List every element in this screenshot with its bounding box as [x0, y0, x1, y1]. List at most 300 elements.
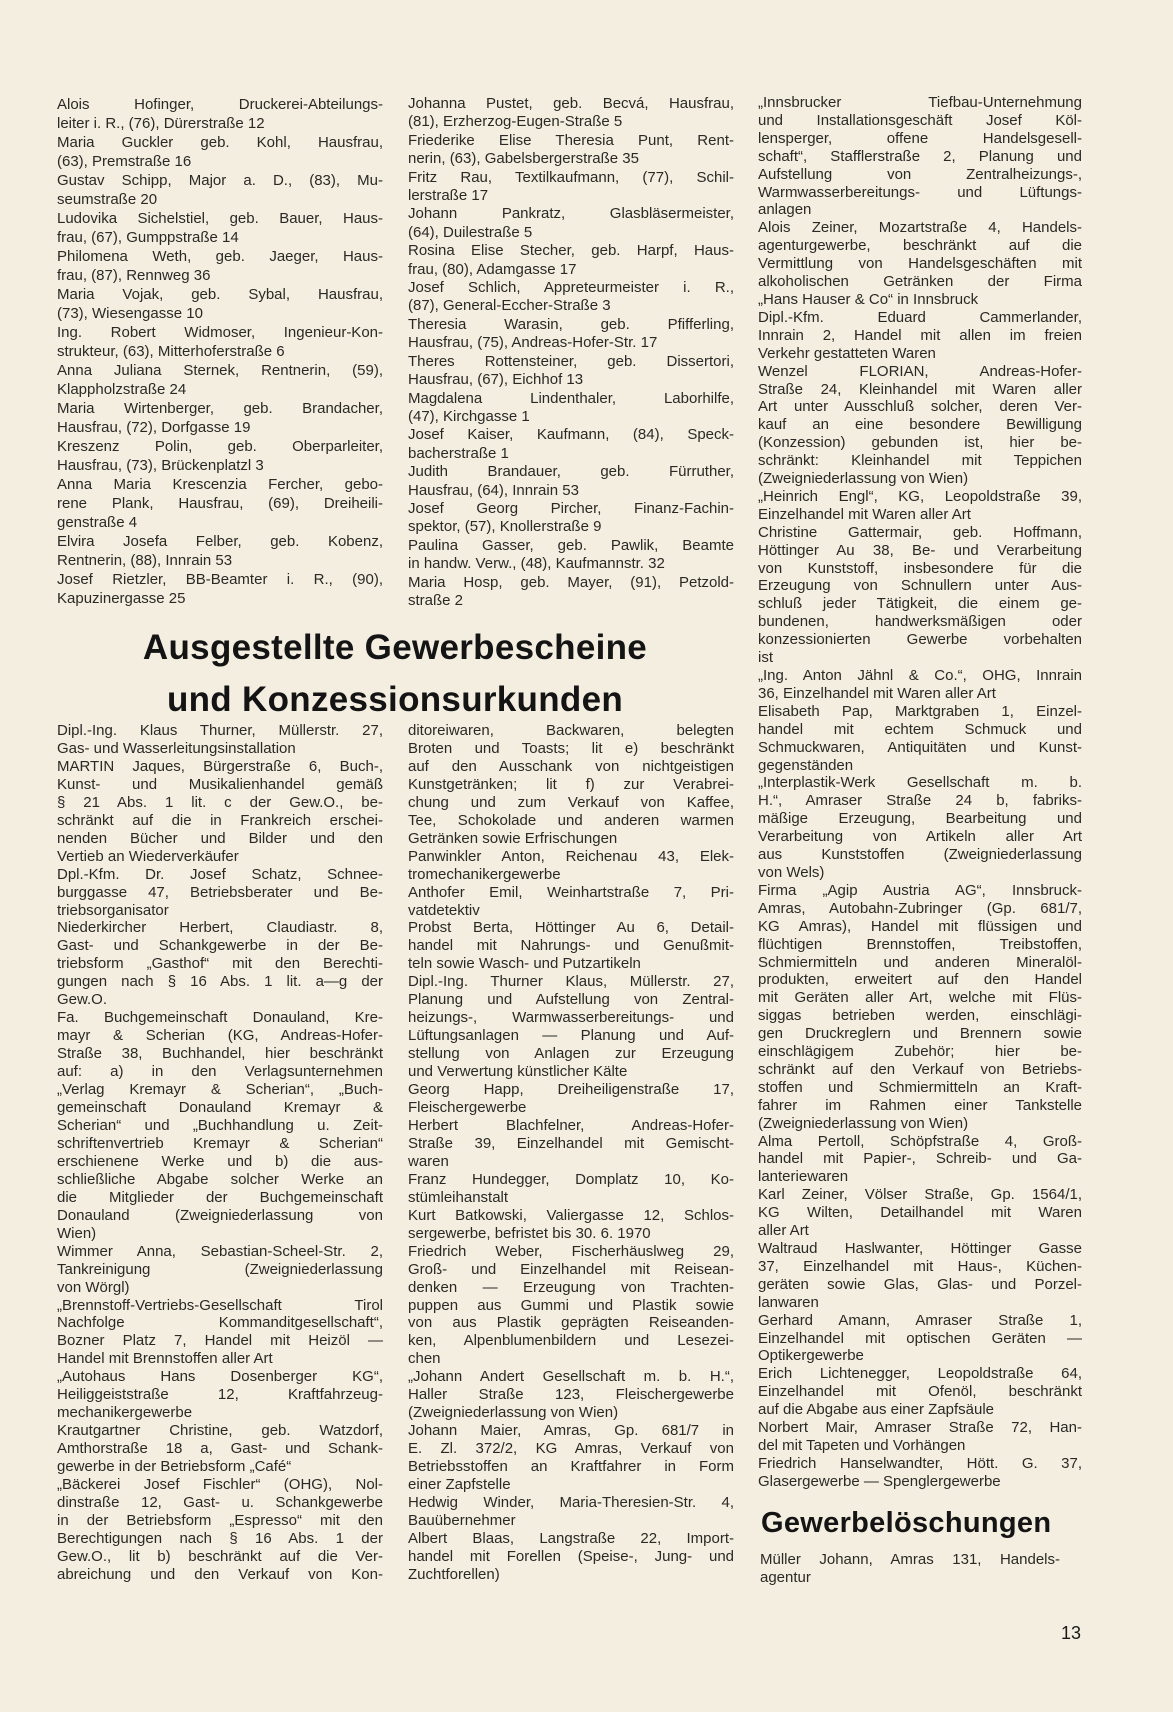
text-line: nerin, (63), Gabelsbergerstraße 35 — [408, 150, 639, 168]
text-line: Innrain 2, Handel mit allen im freien — [758, 326, 1082, 344]
text-line: gen Druckreglern und Brennern sowie — [758, 1025, 1082, 1043]
text-line: seumstraße 20 — [57, 191, 158, 208]
text-line: 37, Einzelhandel mit Haus-, Küchen- — [758, 1257, 1082, 1275]
text-line: „Hans Hauser & Co“ in Innsbruck — [758, 290, 979, 308]
text-line: ist — [758, 649, 773, 667]
text-line: Schmiermitteln und anderen Mineralöl- — [758, 953, 1082, 971]
text-line: agenturgewerbe, beschränkt auf die — [758, 237, 1082, 255]
text-line: § 21 Abs. 1 lit. c der Gew.O., be- — [57, 793, 383, 811]
text-line: gemeinschaft Donauland Kremayr & — [57, 1099, 383, 1117]
list-item — [57, 1243, 383, 1297]
text-line: aller Art — [758, 1222, 809, 1240]
text-line: Straße 24, Kleinhandel mit Waren aller — [758, 380, 1082, 398]
deletions-list — [760, 1551, 1060, 1586]
text-line: (64), Duilestraße 5 — [408, 223, 533, 241]
list-item — [57, 247, 383, 285]
list-item — [758, 1455, 1082, 1491]
list-item — [408, 848, 734, 884]
text-line: Niederkircher Herbert, Claudiastr. 8, — [57, 919, 383, 937]
column-top-middle-personal-notices — [408, 95, 734, 610]
text-line: gegenständen — [758, 756, 854, 774]
text-line: Friedrich Weber, Fischerhäuslweg 29, — [408, 1242, 734, 1260]
text-line: „Johann Andert Gesellschaft m. b. H.“, — [408, 1368, 734, 1386]
text-line: „Bäckerei Josef Fischler“ (OHG), Nol- — [57, 1476, 383, 1494]
text-line: alkoholischen Getränken der Firma — [758, 273, 1082, 291]
text-line: frau, (80), Adamgasse 17 — [408, 260, 577, 278]
text-line: MARTIN Jaques, Bürgerstraße 6, Buch-, — [57, 757, 383, 775]
text-line: Vermittlung von Handelsgeschäften mit — [758, 255, 1082, 273]
text-line: vatdetektiv — [408, 901, 480, 919]
text-line: lanteriewaren — [758, 1168, 849, 1186]
text-line: Dpl.-Kfm. Dr. Josef Schatz, Schnee- — [57, 865, 383, 883]
text-line: Alma Pertoll, Schöpfstraße 4, Groß- — [758, 1132, 1082, 1150]
list-item — [408, 537, 734, 574]
list-item — [408, 1530, 734, 1584]
text-line: von Kunststoff, insbesondere für die — [758, 559, 1082, 577]
text-line: chen — [408, 1350, 441, 1368]
column-bottom-middle-permits — [408, 722, 734, 1584]
text-line: del mit Tapeten und Vorhängen — [758, 1436, 966, 1454]
text-line: Wimmer Anna, Sebastian-Scheel-Str. 2, — [57, 1242, 383, 1260]
text-line: Verarbeitung von Artikeln aller Art — [758, 828, 1082, 846]
text-line: Warmwasserbereitungs- und Lüftungs- — [758, 183, 1082, 201]
column-bottom-left-permits — [57, 722, 383, 1584]
text-line: Einzelhandel mit Waren aller Art — [758, 505, 971, 523]
text-line: handel mit echtem Schmuck und — [758, 720, 1082, 738]
list-item — [758, 94, 1082, 219]
list-item — [758, 774, 1082, 881]
text-line: Hausfrau, (73), Brückenplatzl 3 — [57, 457, 264, 474]
text-line: Waltraud Haslwanter, Höttinger Gasse — [758, 1240, 1082, 1257]
text-line: Gustav Schipp, Major a. D., (83), Mu- — [57, 172, 383, 189]
text-line: ditoreiwaren, Backwaren, belegten — [408, 722, 734, 739]
text-line: puppen aus Gummi und Plastik sowie — [408, 1296, 734, 1314]
list-item — [57, 171, 383, 209]
text-line: handel mit Papier-, Schreib- und Ga- — [758, 1150, 1082, 1168]
text-line: Rentnerin, (88), Innrain 53 — [57, 552, 233, 569]
list-item — [57, 361, 383, 399]
text-line: Heiliggeiststraße 12, Kraftfahrzeug- — [57, 1386, 383, 1404]
text-line: Judith Brandauer, geb. Fürruther, — [408, 463, 734, 481]
text-line: Elvira Josefa Felber, geb. Kobenz, — [57, 533, 383, 550]
text-line: agentur — [760, 1568, 811, 1586]
list-item — [57, 570, 383, 608]
list-item — [758, 882, 1082, 1133]
list-item — [57, 919, 383, 1009]
text-line: Gast- und Schankgewerbe in der Be- — [57, 937, 383, 955]
text-line: Johann Pankratz, Glasbläsermeister, — [408, 205, 734, 223]
text-line: Theresia Warasin, geb. Pfifferling, — [408, 315, 734, 333]
text-line: Scherian“ und „Buchhandlung u. Zeit- — [57, 1116, 383, 1134]
text-line: und Installationsgeschäft Josef Köl- — [758, 111, 1082, 129]
text-line: burggasse 47, Betriebsberater und Be- — [57, 883, 383, 901]
list-item — [408, 242, 734, 279]
column-top-left-personal-notices — [57, 95, 383, 608]
text-line: waren — [408, 1152, 449, 1170]
text-line: Hausfrau, (64), Innrain 53 — [408, 481, 579, 499]
text-line: Art unter Ausschluß solcher, deren Ver- — [758, 398, 1082, 416]
list-item — [57, 209, 383, 247]
text-line: Gew.O. — [57, 991, 108, 1009]
list-item — [408, 1207, 734, 1243]
text-line: Karl Zeiner, Völser Straße, Gp. 1564/1, — [758, 1186, 1082, 1204]
text-line: Haller Straße 123, Fleischergewerbe — [408, 1386, 734, 1404]
text-line: und Verwertung künstlicher Kälte — [408, 1063, 628, 1081]
text-line: (63), Premstraße 16 — [57, 153, 192, 170]
text-line: heizungs-, Warmwasserbereitungs- und — [408, 1009, 734, 1027]
list-item — [57, 758, 383, 866]
text-line: Theres Rottensteiner, geb. Dissertori, — [408, 352, 734, 370]
text-line: Franz Hundegger, Domplatz 10, Ko- — [408, 1170, 734, 1188]
text-line: Albert Blaas, Langstraße 22, Import- — [408, 1529, 734, 1547]
text-line: (Konzession) gebunden ist, hier be- — [758, 434, 1082, 452]
text-line: (Zweigniederlassung von Wien) — [758, 470, 969, 488]
text-line: Friederike Elise Theresia Punt, Rent- — [408, 131, 734, 149]
text-line: von Wörgl) — [57, 1278, 130, 1296]
text-line: Georg Happ, Dreiheiligenstraße 17, — [408, 1081, 734, 1099]
text-line: von Wels) — [758, 863, 825, 881]
text-line: Hausfrau, (67), Eichhof 13 — [408, 371, 584, 389]
text-line: nenden Bücher und Bilder und den — [57, 829, 383, 847]
text-line: (47), Kirchgasse 1 — [408, 407, 530, 425]
list-item — [408, 390, 734, 427]
text-line: Donauland (Zweigniederlassung von — [57, 1206, 383, 1224]
text-line: schaft“, Stafflerstraße 2, Planung und — [758, 147, 1082, 165]
text-line: konzessionierten Gewerbe vorbehalten — [758, 631, 1082, 649]
text-line: Christine Gattermair, geb. Hoffmann, — [758, 523, 1082, 541]
text-line: (Zweigniederlassung von Wien) — [758, 1114, 969, 1132]
text-line: Rosina Elise Stecher, geb. Harpf, Haus- — [408, 242, 734, 260]
text-line: Firma „Agip Austria AG“, Innsbruck- — [758, 881, 1082, 899]
list-item — [408, 316, 734, 353]
list-item — [758, 1133, 1082, 1187]
list-item — [760, 1551, 1060, 1586]
text-line: Fritz Rau, Textilkaufmann, (77), Schil- — [408, 168, 734, 186]
list-item — [57, 532, 383, 570]
text-line: frau, (67), Gumppstraße 14 — [57, 229, 239, 246]
text-line: Friedrich Hanselwandter, Hött. G. 37, — [758, 1454, 1082, 1472]
text-line: Tankreinigung (Zweigniederlassung — [57, 1260, 383, 1278]
text-line: handel mit Nahrungs- und Genußmit- — [408, 937, 734, 955]
text-line: Maria Wirtenberger, geb. Brandacher, — [57, 400, 383, 417]
list-item — [758, 219, 1082, 309]
text-line: Gew.O., lit b) beschränkt auf die Ver- — [57, 1547, 383, 1565]
text-line: stoffen und Schmiermitteln an Kraft- — [758, 1078, 1082, 1096]
text-line: Hedwig Winder, Maria-Theresien-Str. 4, — [408, 1493, 734, 1511]
text-line: mayr & Scherian (KG, Andreas-Hofer- — [57, 1027, 383, 1045]
text-line: auf: a) in den Verlagsunternehmen — [57, 1063, 383, 1081]
text-line: Vertieb an Wiederverkäufer — [57, 847, 239, 865]
list-item — [57, 1368, 383, 1422]
text-line: E. Zl. 372/2, KG Amras, Verkauf von — [408, 1440, 734, 1458]
text-line: Glasergewerbe — Spenglergewerbe — [758, 1472, 1001, 1490]
text-line: „Ing. Anton Jähnl & Co.“, OHG, Innrain — [758, 667, 1082, 684]
text-line: dinstraße 12, Gast- u. Schankgewerbe — [57, 1493, 383, 1511]
text-line: Zuchtforellen) — [408, 1565, 500, 1583]
list-item — [408, 132, 734, 169]
list-item — [408, 1422, 734, 1494]
text-line: Bozner Platz 7, Handel mit Heizöl — — [57, 1332, 383, 1350]
text-line: in der Betriebsform „Espresso“ mit den — [57, 1511, 383, 1529]
text-line: Erzeugung von Schnullern unter Aus- — [758, 577, 1082, 595]
text-line: in handw. Verw., (48), Kaufmannstr. 32 — [408, 555, 665, 573]
text-line: rene Plank, Hausfrau, (69), Dreiheili- — [57, 495, 383, 512]
list-item — [758, 667, 1082, 703]
list-item — [408, 1171, 734, 1207]
text-line: schränkt: Kleinhandel mit Teppichen — [758, 452, 1082, 470]
text-line: Dipl.-Ing. Thurner Klaus, Müllerstr. 27, — [408, 973, 734, 991]
text-line: Straße 38, Buchhandel, hier beschränkt — [57, 1045, 383, 1063]
list-item — [758, 363, 1082, 488]
text-line: „Autohaus Hans Dosenberger KG“, — [57, 1368, 383, 1386]
text-line: Kapuzinergasse 25 — [57, 590, 186, 607]
text-line: lanwaren — [758, 1293, 819, 1311]
list-item — [57, 323, 383, 361]
text-line: sergewerbe, befristet bis 30. 6. 1970 — [408, 1224, 651, 1242]
text-line: Getränken sowie Erfrischungen — [408, 829, 618, 847]
list-item — [408, 574, 734, 611]
text-line: Maria Guckler geb. Kohl, Hausfrau, — [57, 134, 383, 151]
list-item — [57, 475, 383, 532]
text-line: Josef Georg Pircher, Finanz-Fachin- — [408, 499, 734, 517]
text-line: Maria Hosp, geb. Mayer, (91), Petzold- — [408, 573, 734, 591]
list-item — [758, 1186, 1082, 1240]
text-line: Erich Lichtenegger, Leopoldstraße 64, — [758, 1365, 1082, 1383]
text-line: Josef Schlich, Appreteurmeister i. R., — [408, 279, 734, 297]
list-item — [408, 884, 734, 920]
list-item — [408, 1368, 734, 1422]
list-item — [408, 426, 734, 463]
text-line: Kreszenz Polin, geb. Oberparleiter, — [57, 438, 383, 455]
text-line: Anthofer Emil, Weinhartstraße 7, Pri- — [408, 883, 734, 901]
list-item — [408, 919, 734, 973]
list-item — [408, 1243, 734, 1369]
list-item — [408, 205, 734, 242]
text-line: ken, Alpenblumenbildern und Lesezei- — [408, 1332, 734, 1350]
text-line: strukteur, (63), Mitterhoferstraße 6 — [57, 343, 285, 360]
text-line: frau, (87), Rennweg 36 — [57, 267, 211, 284]
text-line: Nachfolge Kommanditgesellschaft“, — [57, 1314, 383, 1332]
text-line: fahrer im Rahmen einer Tankstelle — [758, 1096, 1082, 1114]
list-item — [57, 95, 383, 133]
text-line: Alois Hofinger, Druckerei-Abteilungs- — [57, 96, 383, 113]
text-line: schriftenvertrieb Kremayr & Scherian“ — [57, 1134, 383, 1152]
text-line: abreichung und den Verkauf von Kon- — [57, 1565, 383, 1583]
text-line: Magdalena Lindenthaler, Laborhilfe, — [408, 389, 734, 407]
text-line: bundenen, handwerksmäßigen oder — [758, 613, 1082, 631]
text-line: „Verlag Kremayr & Scherian“, „Buch- — [57, 1081, 383, 1099]
text-line: (81), Erzherzog-Eugen-Straße 5 — [408, 113, 623, 131]
text-line: anlagen — [758, 201, 812, 219]
list-item — [408, 973, 734, 1081]
list-item — [57, 285, 383, 323]
section-heading-line-2: und Konzessionsurkunden — [166, 680, 624, 719]
text-line: mechanikergewerbe — [57, 1404, 193, 1422]
text-line: Amras, Autobahn-Zubringer (Gp. 681/7, — [758, 899, 1082, 917]
text-line: von aus Plastik geprägten Reiseanden- — [408, 1314, 734, 1332]
text-line: handel mit Forellen (Speise-, Jung- und — [408, 1547, 734, 1565]
text-line: Aufstellung von Zentralheizungs-, — [758, 165, 1082, 183]
text-line: straße 2 — [408, 591, 464, 609]
text-line: bacherstraße 1 — [408, 444, 509, 462]
text-line: Ing. Robert Widmoser, Ingenieur-Kon- — [57, 324, 383, 341]
text-line: Probst Berta, Höttinger Au 6, Detail- — [408, 919, 734, 937]
text-line: Dipl.-Kfm. Eduard Cammerlander, — [758, 308, 1082, 326]
text-line: Maria Vojak, geb. Sybal, Hausfrau, — [57, 286, 383, 303]
text-line: (73), Wiesengasse 10 — [57, 305, 203, 322]
text-line: Philomena Weth, geb. Jaeger, Haus- — [57, 248, 383, 265]
text-line: Elisabeth Pap, Marktgraben 1, Einzel- — [758, 702, 1082, 720]
text-line: (Zweigniederlassung von Wien) — [408, 1404, 619, 1422]
text-line: „Heinrich Engl“, KG, Leopoldstraße 39, — [758, 487, 1082, 505]
column-right-permits — [758, 94, 1082, 1491]
text-line: „Innsbrucker Tiefbau-Unternehmung — [758, 94, 1082, 111]
list-item — [758, 1240, 1082, 1312]
text-line: Norbert Mair, Amraser Straße 72, Han- — [758, 1419, 1082, 1437]
page-number: 13 — [1061, 1623, 1082, 1643]
text-line: Klappholzstraße 24 — [57, 381, 187, 398]
list-item — [57, 399, 383, 437]
text-line: Johann Maier, Amras, Gp. 681/7 in — [408, 1422, 734, 1440]
text-line: Panwinkler Anton, Reichenau 43, Elek- — [408, 847, 734, 865]
text-line: tromechanikergewerbe — [408, 865, 561, 883]
text-line: Josef Kaiser, Kaufmann, (84), Speck- — [408, 426, 734, 444]
text-line: Groß- und Einzelhandel mit Reisean- — [408, 1260, 734, 1278]
text-line: chung und zum Verkauf von Kaffee, — [408, 793, 734, 811]
text-line: Gerhard Amann, Amraser Straße 1, — [758, 1311, 1082, 1329]
list-item — [408, 279, 734, 316]
text-line: gewerbe in der Betriebsform „Café“ — [57, 1458, 292, 1476]
text-line: Wien) — [57, 1224, 97, 1242]
text-line: Broten und Toasts; lit e) beschränkt — [408, 739, 734, 757]
text-line: 36, Einzelhandel mit Waren aller Art — [758, 684, 996, 702]
text-line: genstraße 4 — [57, 514, 138, 531]
text-line: denken — Erzeugung von Trachten- — [408, 1278, 734, 1296]
text-line: Anna Juliana Sternek, Rentnerin, (59), — [57, 362, 383, 379]
text-line: Einzelhandel mit Ofenöl, beschränkt — [758, 1383, 1082, 1401]
list-item — [408, 722, 734, 848]
text-line: teln sowie Wasch- und Putzartikeln — [408, 955, 641, 973]
text-line: Kunstgetränken; lit f) zur Verabrei- — [408, 775, 734, 793]
text-line: mit Geräten aller Art, welche mit Flüs- — [758, 989, 1082, 1007]
list-item — [408, 169, 734, 206]
text-line: kauf an eine besondere Bewilligung — [758, 416, 1082, 434]
list-item — [758, 309, 1082, 363]
text-line: Berechtigungen nach § 16 Abs. 1 der — [57, 1529, 383, 1547]
text-line: Tee, Schokolade und anderen warmen — [408, 811, 734, 829]
text-line: spektor, (57), Knollerstraße 9 — [408, 518, 602, 536]
text-line: Hausfrau, (75), Andreas-Hofer-Str. 17 — [408, 334, 658, 352]
text-line: Lüftungsanlagen — Planung und Auf- — [408, 1027, 734, 1045]
text-line: Alois Zeiner, Mozartstraße 4, Handels- — [758, 219, 1082, 237]
list-item — [758, 524, 1082, 667]
text-line: „Interplastik-Werk Gesellschaft m. b. — [758, 774, 1082, 792]
list-item — [758, 1419, 1082, 1455]
text-line: schränkt auf den Verkauf von Betriebs- — [758, 1060, 1082, 1078]
text-line: schränkt auf die in Frankreich erschei- — [57, 811, 383, 829]
text-line: stellung von Anlagen zur Erzeugung — [408, 1045, 734, 1063]
text-line: Hausfrau, (72), Dorfgasse 19 — [57, 419, 251, 436]
text-line: mäßige Erzeugung, Bearbeitung und — [758, 810, 1082, 828]
text-line: Johanna Pustet, geb. Becvá, Hausfrau, — [408, 95, 734, 112]
text-line: Handel mit Brennstoffen aller Art — [57, 1350, 273, 1368]
text-line: triebsorganisator — [57, 901, 169, 919]
text-line: Gas- und Wasserleitungsinstallation — [57, 739, 296, 757]
text-line: stümleihanstalt — [408, 1188, 509, 1206]
text-line: schluß jeder Tätigkeit, die einem ge- — [758, 595, 1082, 613]
text-line: Herbert Blachfelner, Andreas-Hofer- — [408, 1116, 734, 1134]
text-line: erschienene Werke und b) die aus- — [57, 1152, 383, 1170]
text-line: H.“, Amraser Straße 24 b, fabriks- — [758, 792, 1082, 810]
text-line: KG Wilten, Detailhandel mit Waren — [758, 1204, 1082, 1222]
text-line: Schmuckwaren, Antiquitäten und Kunst- — [758, 738, 1082, 756]
list-item — [57, 133, 383, 171]
list-item — [57, 437, 383, 475]
list-item — [57, 1009, 383, 1242]
text-line: Einzelhandel mit optischen Geräten — — [758, 1329, 1082, 1347]
text-line: Kurt Batkowski, Valiergasse 12, Schlos- — [408, 1206, 734, 1224]
list-item — [57, 1297, 383, 1369]
text-line: einer Zapfstelle — [408, 1476, 511, 1494]
text-line: Planung und Aufstellung von Zentral- — [408, 991, 734, 1009]
text-line: Höttinger Au 38, Be- und Verarbeitung — [758, 541, 1082, 559]
list-item — [408, 353, 734, 390]
list-item — [758, 1365, 1082, 1419]
text-line: Bauübernehmer — [408, 1511, 516, 1529]
section-heading-line-1: Ausgestellte Gewerbescheine — [142, 628, 648, 667]
list-item — [57, 866, 383, 920]
text-line: aus Kunststoffen (Zweigniederlassung — [758, 846, 1082, 864]
text-line: siggas betrieben werden, einschlägi- — [758, 1007, 1082, 1025]
list-item — [408, 463, 734, 500]
text-line: Wenzel FLORIAN, Andreas-Hofer- — [758, 362, 1082, 380]
text-line: Amthorstraße 18 a, Gast- und Schank- — [57, 1440, 383, 1458]
text-line: Dipl.-Ing. Klaus Thurner, Müllerstr. 27, — [57, 722, 383, 739]
text-line: Paulina Gasser, geb. Pawlik, Beamte — [408, 536, 734, 554]
text-line: geräten sowie Glas, Glas- und Porzel- — [758, 1275, 1082, 1293]
list-item — [758, 1312, 1082, 1366]
list-item — [758, 703, 1082, 775]
text-line: Betriebsstoffen an Kraftfahrer in Form — [408, 1458, 734, 1476]
text-line: „Brennstoff-Vertriebs-Gesellschaft Tirol — [57, 1296, 383, 1314]
text-line: leiter i. R., (76), Dürerstraße 12 — [57, 115, 265, 132]
text-line: Optikergewerbe — [758, 1347, 864, 1365]
text-line: lensperger, offene Handelsgesell- — [758, 129, 1082, 147]
text-line: auf die Abgabe aus einer Zapfsäule — [758, 1401, 995, 1419]
list-item — [408, 1494, 734, 1530]
deletions-heading: Gewerbelöschungen — [761, 1507, 1052, 1539]
text-line: Kunst- und Musikalienhandel gemäß — [57, 775, 383, 793]
text-line: Krautgartner Christine, geb. Watzdorf, — [57, 1422, 383, 1440]
list-item — [408, 500, 734, 537]
text-line: Verkehr gestatteten Waren — [758, 344, 936, 362]
text-line: auf den Ausschank von nichtgeistigen — [408, 757, 734, 775]
list-item — [57, 722, 383, 758]
text-line: die Mitglieder der Buchgemeinschaft — [57, 1188, 383, 1206]
text-line: Ludovika Sichelstiel, geb. Bauer, Haus- — [57, 210, 383, 227]
text-line: Anna Maria Krescenzia Fercher, gebo- — [57, 476, 383, 493]
text-line: (87), General-Eccher-Straße 3 — [408, 297, 611, 315]
text-line: Straße 39, Einzelhandel mit Gemischt- — [408, 1134, 734, 1152]
text-line: triebsform „Gasthof“ mit den Berechti- — [57, 955, 383, 973]
text-line: schließliche Abgabe solcher Werke an — [57, 1170, 383, 1188]
text-line: einschlägigem Zubehör; hier be- — [758, 1043, 1082, 1061]
text-line: Fa. Buchgemeinschaft Donauland, Kre- — [57, 1009, 383, 1027]
list-item — [408, 1081, 734, 1117]
text-line: gungen nach § 16 Abs. 1 lit. a—g der — [57, 973, 383, 991]
text-line: flüchtigen Brennstoffen, Treibstoffen, — [758, 935, 1082, 953]
list-item — [408, 1117, 734, 1171]
